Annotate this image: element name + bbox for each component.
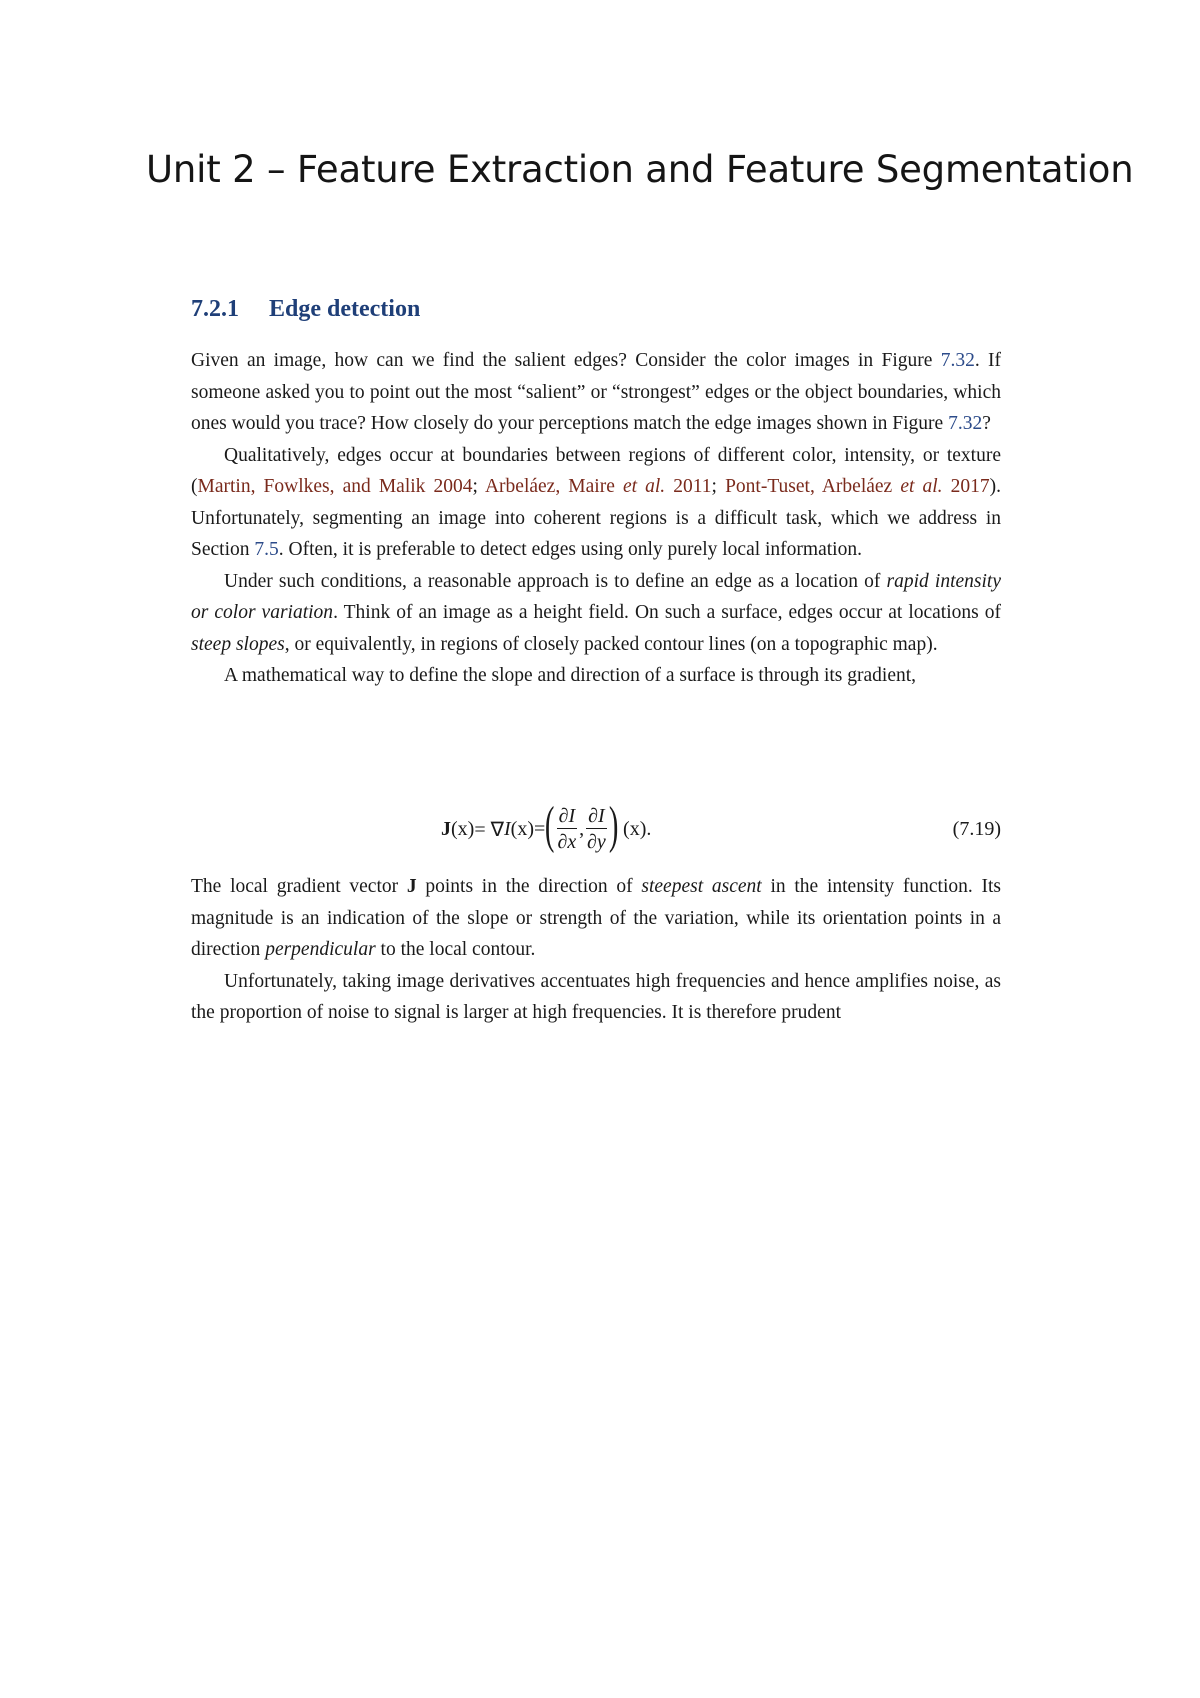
text-run: Arbeláez, Maire: [484, 476, 623, 497]
text-run: Pont-Tuset, Arbeláez: [725, 476, 901, 497]
text-run: et al.: [622, 476, 666, 497]
text-run: Qualitatively, edges occur at boundaries between regions of different color, intensity, or texture (: [191, 444, 1001, 497]
eq-symbol: =: [534, 817, 546, 840]
text-run: points in the direction of: [416, 876, 642, 897]
eq-symbol: (x): [510, 817, 534, 840]
text-run: The local gradient vector: [191, 876, 407, 897]
fraction-denominator: ∂y: [587, 830, 606, 853]
citation-link[interactable]: Martin, Fowlkes, and Malik 2004: [197, 476, 473, 497]
section-number: 7.2.1: [191, 296, 239, 322]
figure-link[interactable]: 7.32: [940, 350, 975, 371]
eq-symbol: (x): [451, 817, 475, 840]
text-run: to the local contour.: [375, 939, 536, 960]
paragraph-1: [191, 345, 1001, 440]
text-run: Under such conditions, a reasonable approach is to define an edge as a location of: [224, 570, 887, 592]
fraction-numerator: ∂I: [588, 804, 605, 827]
text-run: 2017: [942, 476, 990, 497]
bold-symbol: J: [406, 876, 417, 897]
citation-link[interactable]: [485, 476, 712, 497]
equation-7-19: [191, 798, 1001, 860]
text-run: , or equivalently, in regions of closely packed contour lines (on a topographic map).: [284, 633, 938, 655]
equation-number: (7.19): [952, 817, 1001, 840]
fraction-di-dx: [557, 805, 578, 854]
body-text-upper: [191, 345, 1001, 692]
fraction-di-dy: [586, 805, 607, 854]
text-run: ;: [472, 476, 485, 497]
text-run: Given an image, how can we find the salient edges? Consider the color images in Figure: [191, 350, 941, 371]
paragraph-4: A mathematical way to define the slope and direction of a surface is through its gradient,: [224, 665, 917, 686]
eq-symbol: I: [504, 817, 511, 840]
paragraph-3: [191, 566, 1001, 661]
text-run: . Often, it is preferable to detect edges using only purely local information.: [278, 539, 862, 560]
equation-body: [441, 798, 651, 860]
paragraph-2: [191, 440, 1001, 566]
text-run: 2011: [665, 476, 712, 497]
eq-symbol: (x).: [623, 817, 652, 840]
section-title: Edge detection: [269, 296, 421, 322]
body-text-lower: [191, 871, 1001, 1029]
eq-symbol: = ∇: [474, 818, 504, 841]
text-run: . Think of an image as a height field. On such a surface, edges occur at locations of: [333, 602, 1001, 623]
fraction-numerator: ∂I: [558, 804, 576, 827]
section-heading: [191, 296, 420, 323]
page-title: Unit 2 – Feature Extraction and Feature Segmentation: [146, 148, 1134, 191]
emphasis: steep slopes: [191, 633, 285, 655]
emphasis: perpendicular: [265, 939, 376, 960]
eq-symbol: ,: [579, 817, 585, 840]
right-paren: ): [608, 797, 619, 854]
paragraph-5: [191, 871, 1001, 966]
text-run: et al.: [900, 476, 943, 497]
eq-symbol: J: [441, 817, 451, 840]
text-run: . If someone asked you to point out the most “salient” or “strongest” edges or the object boundaries, which ones would you trace? How closely do your perceptions match the edge images shown in Figure: [191, 350, 1001, 434]
text-run: ?: [982, 413, 991, 434]
text-run: ;: [711, 476, 726, 497]
text-run: in the intensity function. Its magnitude is an indication of the slope or strength of the variation, while its orientation points in a direction: [191, 876, 1002, 960]
emphasis: steepest ascent: [641, 876, 762, 897]
section-link[interactable]: 7.5: [254, 539, 279, 560]
left-paren: (: [545, 797, 555, 854]
text-run: ). Unfortunately, segmenting an image into coherent regions is a difficult task, which we address in Section: [191, 476, 1001, 560]
emphasis: rapid intensity or color variation: [191, 570, 1001, 623]
fraction-denominator: ∂x: [557, 830, 577, 853]
citation-link[interactable]: [725, 476, 990, 497]
paragraph-6: Unfortunately, taking image derivatives accentuates high frequencies and hence amplifies noise, as the proportion of noise to signal is larger at high frequencies. It is therefore prudent: [191, 970, 1001, 1023]
figure-link[interactable]: 7.32: [948, 413, 983, 434]
